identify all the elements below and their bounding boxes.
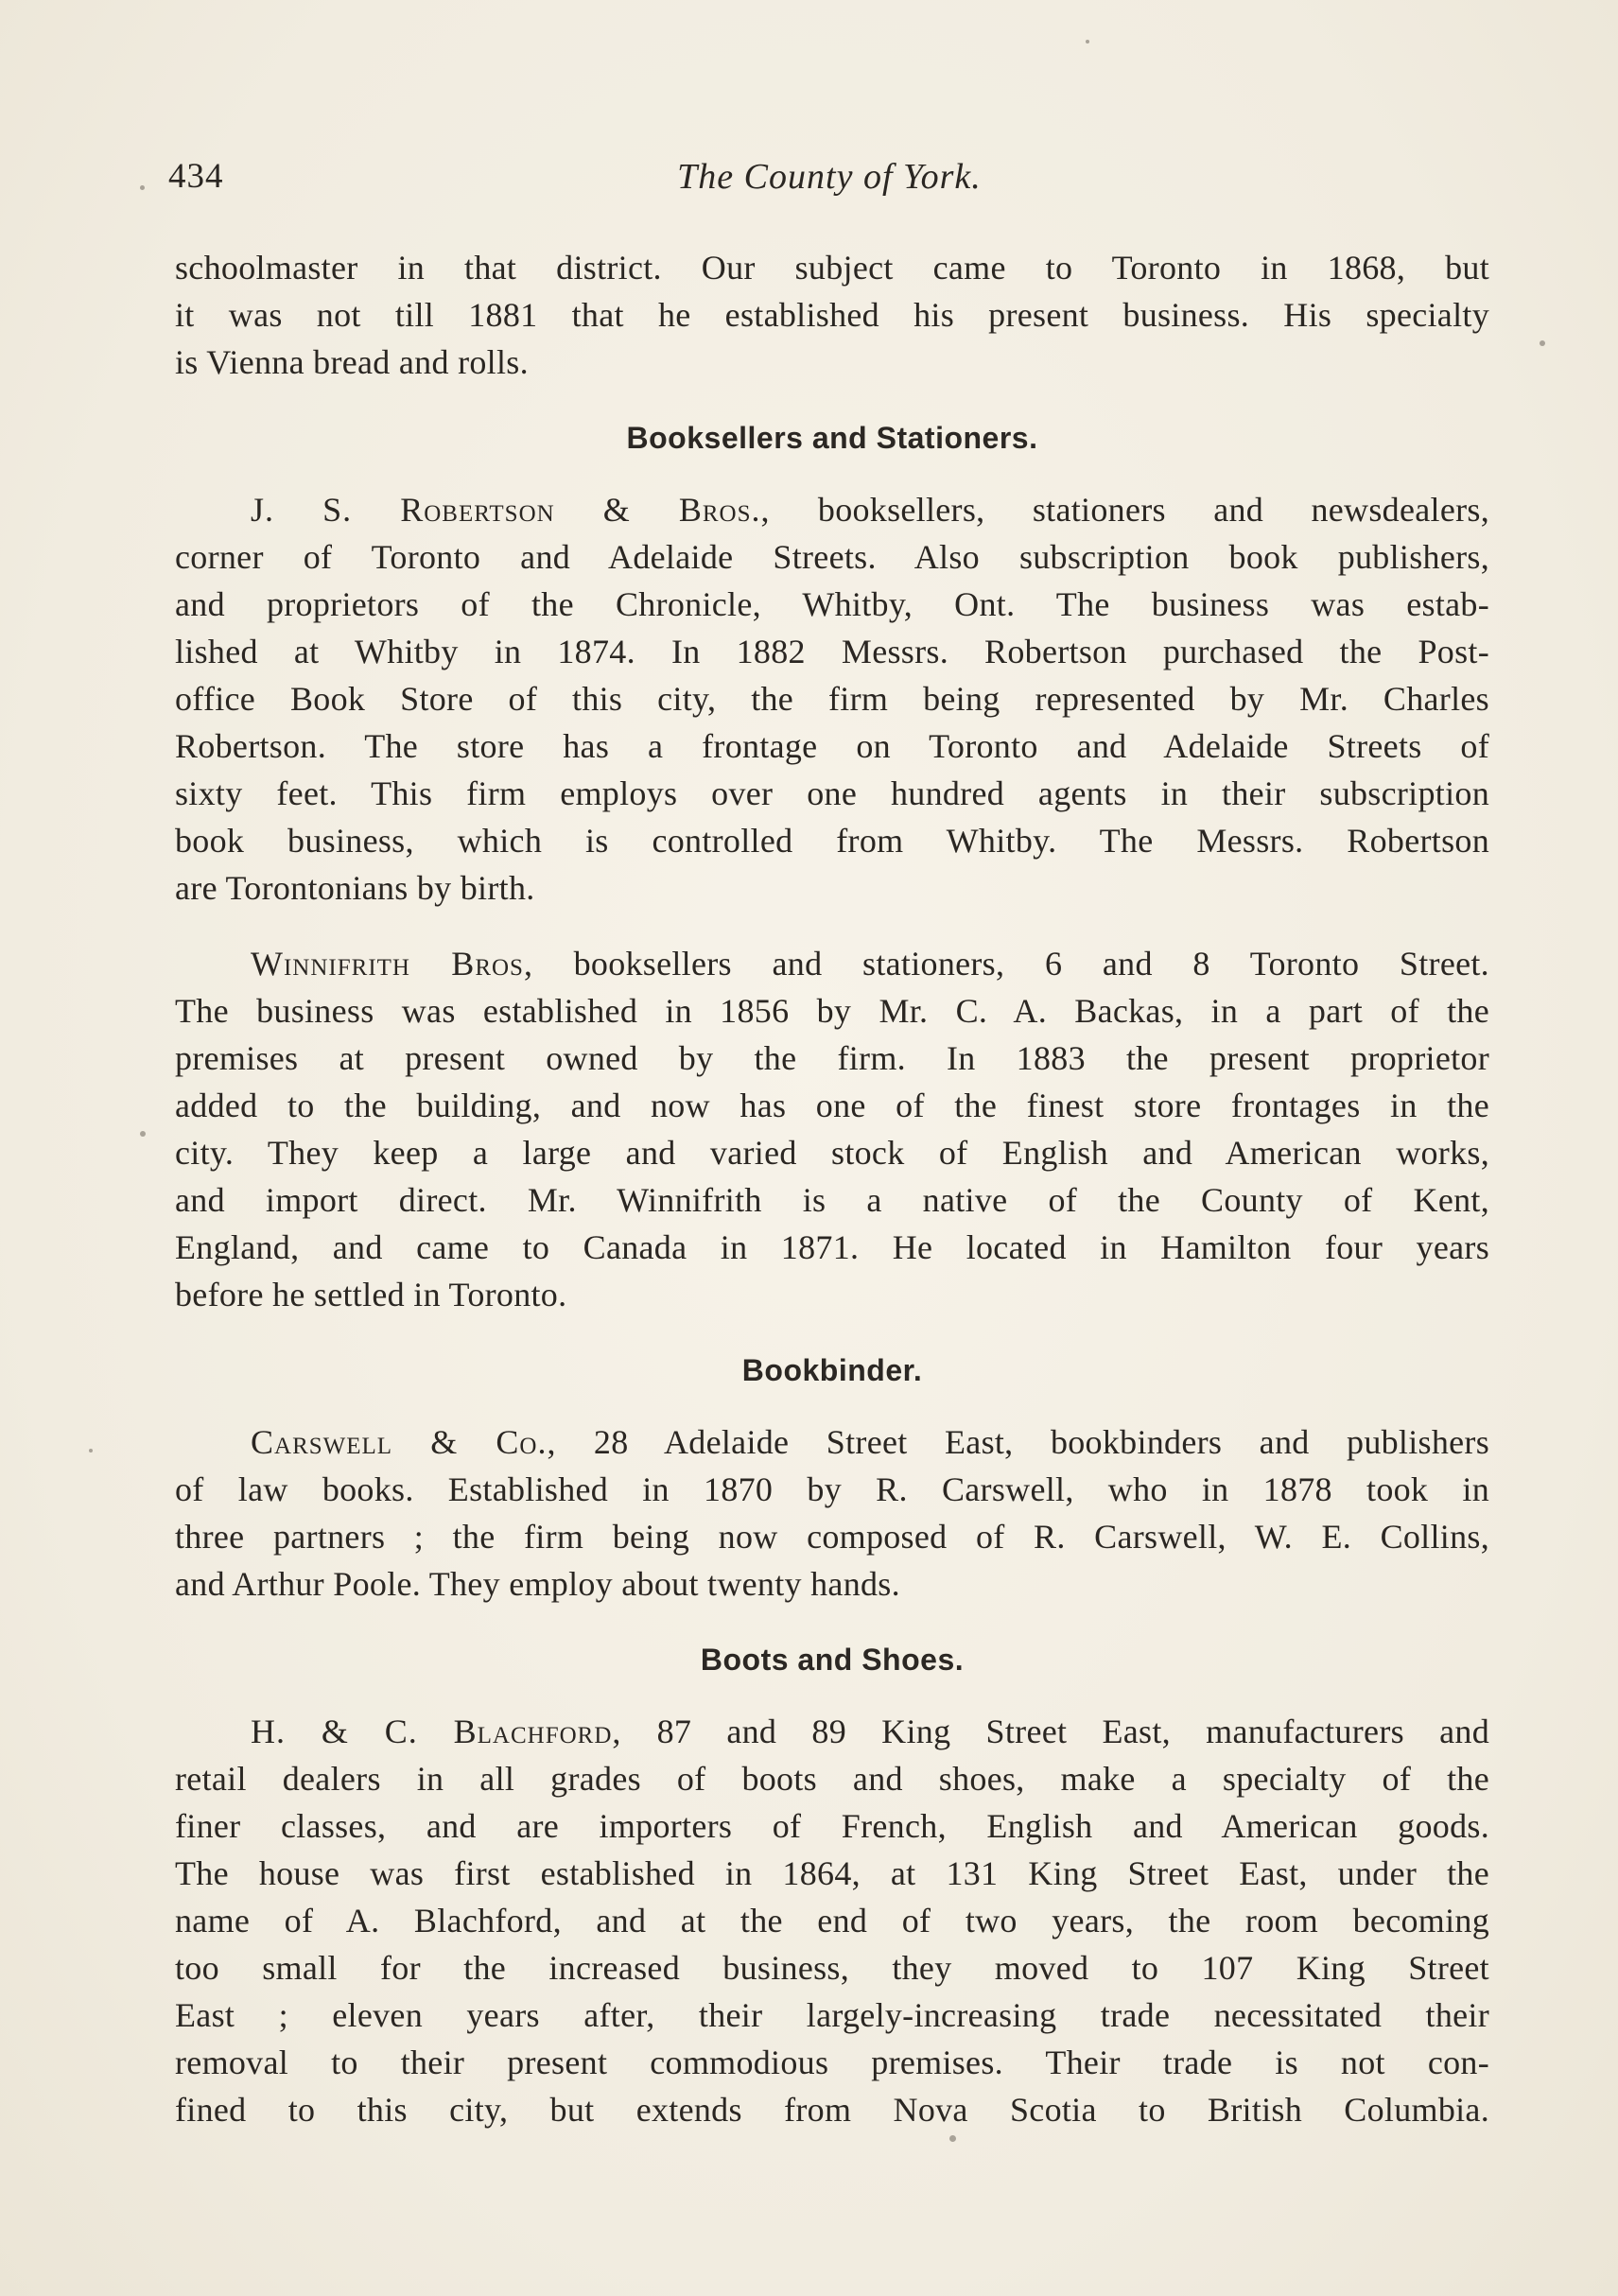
page-body	[175, 244, 1489, 2133]
scan-speck	[1540, 340, 1545, 346]
text-span: 28 Adelaide Street East, bookbinders and publishers	[556, 1423, 1489, 1461]
text-line: removal to their present commodious premises. Their trade is not con-	[175, 2044, 1489, 2081]
text-line: and Arthur Poole. They employ about twenty hands.	[175, 1565, 900, 1603]
text-line: The business was established in 1856 by Mr. C. A. Backas, in a part of the	[175, 992, 1489, 1030]
text-line	[175, 940, 1489, 987]
entry-paragraph-carswell	[175, 1418, 1489, 1608]
text-line: fined to this city, but extends from Nova Scotia to British Columbia.	[175, 2091, 1489, 2129]
firm-name: H. & C. Blachford,	[251, 1713, 622, 1750]
text-line: East ; eleven years after, their largely-increasing trade necessitated their	[175, 1996, 1489, 2034]
section-heading-bookbinder: Bookbinder.	[741, 1353, 923, 1387]
scan-speck	[949, 2135, 956, 2142]
text-line: The house was first established in 1864, at 131 King Street East, under the	[175, 1854, 1489, 1892]
page-number: 434	[168, 157, 224, 196]
text-line: before he settled in Toronto.	[175, 1276, 567, 1313]
text-line: retail dealers in all grades of boots and shoes, make a specialty of the	[175, 1760, 1489, 1798]
text-line: too small for the increased business, they moved to 107 King Street	[175, 1949, 1489, 1987]
text-line: of law books. Established in 1870 by R. Carswell, who in 1878 took in	[175, 1470, 1489, 1508]
text-span: booksellers, stationers and newsdealers,	[770, 491, 1489, 529]
text-line: three partners ; the firm being now composed of R. Carswell, W. E. Collins,	[175, 1518, 1489, 1556]
entry-paragraph-winnifrith	[175, 940, 1489, 1318]
text-line: book business, which is controlled from Whitby. The Messrs. Robertson	[175, 822, 1489, 860]
text-line: office Book Store of this city, the firm being represented by Mr. Charles	[175, 680, 1489, 718]
text-span: booksellers and stationers, 6 and 8 Toronto Street.	[532, 945, 1489, 983]
intro-paragraph	[175, 244, 1489, 386]
text-line	[175, 486, 1489, 533]
text-line	[175, 1708, 1489, 1755]
firm-name: Carswell & Co.,	[251, 1423, 557, 1461]
firm-name: J. S. Robertson & Bros.,	[251, 491, 771, 529]
text-line: finer classes, and are importers of French, English and American goods.	[175, 1807, 1489, 1845]
text-line	[175, 1418, 1489, 1466]
running-title: The County of York.	[677, 157, 982, 197]
text-line: and proprietors of the Chronicle, Whitby, Ont. The business was estab-	[175, 585, 1489, 623]
text-line: England, and came to Canada in 1871. He located in Hamilton four years	[175, 1228, 1489, 1266]
text-line: is Vienna bread and rolls.	[175, 343, 529, 381]
page-header	[168, 156, 1490, 203]
scan-speck	[140, 185, 145, 190]
text-span: 87 and 89 King Street East, manufacturers and	[621, 1713, 1489, 1750]
text-line: it was not till 1881 that he established his present business. His specialty	[175, 296, 1489, 334]
firm-name: Winnifrith Bros,	[251, 945, 533, 983]
text-line: city. They keep a large and varied stock of English and American works,	[175, 1134, 1489, 1172]
text-line: Robertson. The store has a frontage on Toronto and Adelaide Streets of	[175, 727, 1489, 765]
section-heading-boots-and-shoes: Boots and Shoes.	[700, 1643, 965, 1677]
text-line: added to the building, and now has one of the finest store frontages in the	[175, 1087, 1489, 1124]
text-line: premises at present owned by the firm. In 1883 the present proprietor	[175, 1039, 1489, 1077]
scan-speck	[1086, 40, 1089, 43]
section-heading-booksellers: Booksellers and Stationers.	[626, 421, 1038, 455]
text-line: lished at Whitby in 1874. In 1882 Messrs. Robertson purchased the Post-	[175, 633, 1489, 670]
text-line: name of A. Blachford, and at the end of two years, the room becoming	[175, 1902, 1489, 1939]
scan-speck	[89, 1449, 93, 1452]
paragraph-gap	[175, 912, 1489, 940]
entry-paragraph-blachford	[175, 1708, 1489, 2133]
text-line: corner of Toronto and Adelaide Streets. Also subscription book publishers,	[175, 538, 1489, 576]
entry-paragraph-robertson	[175, 486, 1489, 912]
text-line: schoolmaster in that district. Our subject came to Toronto in 1868, but	[175, 249, 1489, 287]
text-line: are Torontonians by birth.	[175, 869, 535, 907]
scan-speck	[140, 1131, 146, 1137]
text-line: sixty feet. This firm employs over one hundred agents in their subscription	[175, 774, 1489, 812]
text-line: and import direct. Mr. Winnifrith is a native of the County of Kent,	[175, 1181, 1489, 1219]
